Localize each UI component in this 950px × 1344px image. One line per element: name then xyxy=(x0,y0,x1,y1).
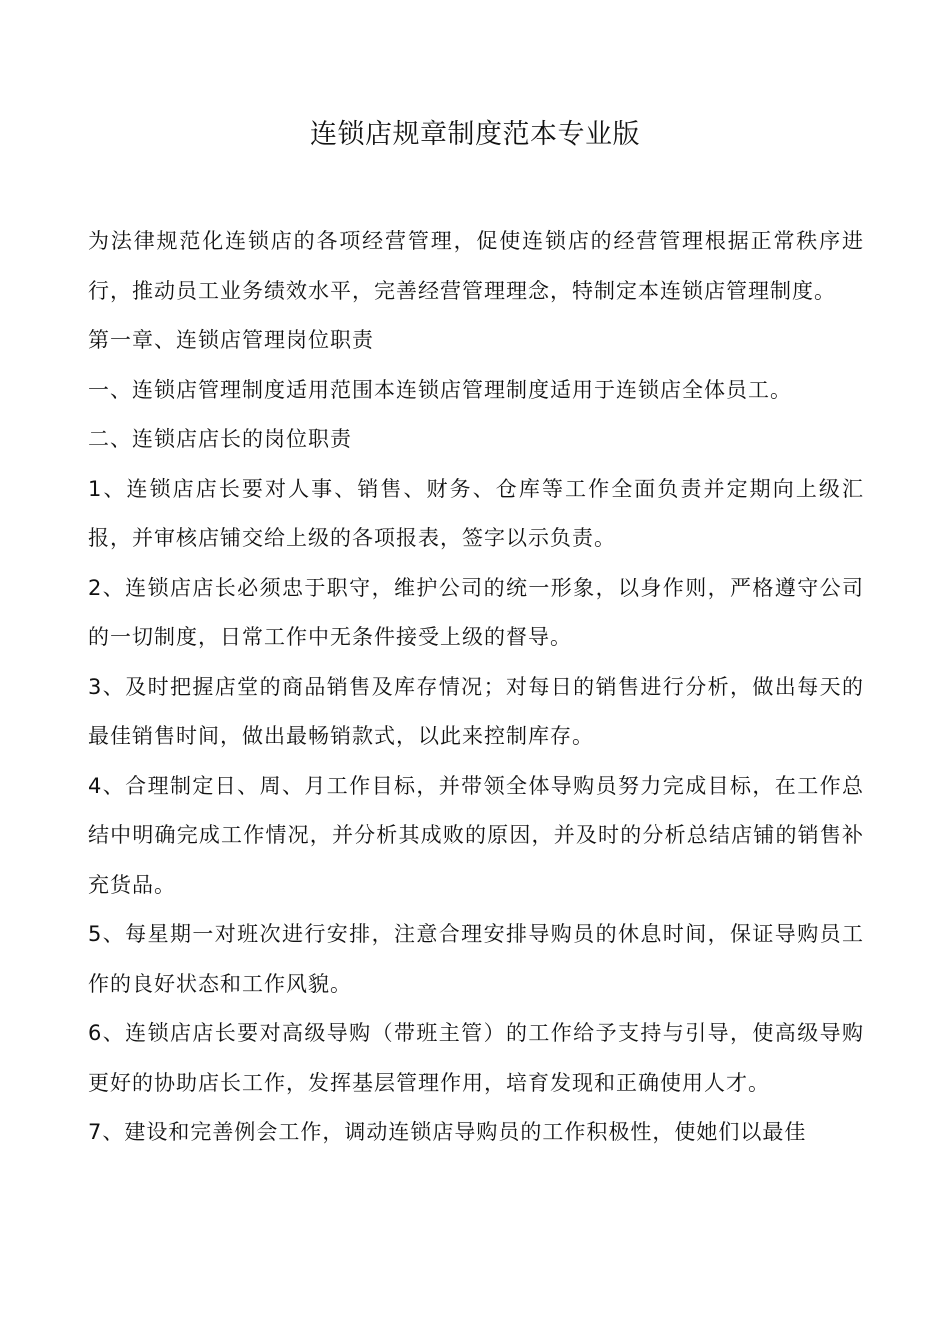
duty-item-4: 4、合理制定日、周、月工作目标，并带领全体导购员努力完成目标，在工作总结中明确完成工作情况，并分析其成败的原因，并及时的分析总结店铺的销售补充货品。 xyxy=(88,773,864,897)
duty-item-2: 2、连锁店店长必须忠于职守，维护公司的统一形象，以身作则，严格遵守公司的一切制度，日常工作中无条件接受上级的督导。 xyxy=(88,575,864,649)
duty-item-1: 1、连锁店店长要对人事、销售、财务、仓库等工作全面负责并定期向上级汇报，并审核店铺交给上级的各项报表，签字以示负责。 xyxy=(88,476,864,550)
document-body xyxy=(88,217,864,1158)
duty-item-7: 7、建设和完善例会工作，调动连锁店导购员的工作积极性，使她们以最佳 xyxy=(88,1120,807,1144)
duty-item-6: 6、连锁店店长要对高级导购（带班主管）的工作给予支持与引导，使高级导购更好的协助店长工作，发挥基层管理作用，培育发现和正确使用人才。 xyxy=(88,1021,864,1095)
section-scope: 一、连锁店管理制度适用范围本连锁店管理制度适用于连锁店全体员工。 xyxy=(88,377,792,402)
duty-item-5: 5、每星期一对班次进行安排，注意合理安排导购员的休息时间，保证导购员工作的良好状态和工作风貌。 xyxy=(88,922,864,996)
chapter-heading: 第一章、连锁店管理岗位职责 xyxy=(88,328,374,352)
duty-item-3: 3、及时把握店堂的商品销售及库存情况；对每日的销售进行分析，做出每天的最佳销售时间，做出最畅销款式，以此来控制库存。 xyxy=(88,674,864,748)
paragraph-intro: 为法律规范化连锁店的各项经营管理，促使连锁店的经营管理根据正常秩序进行，推动员工业务绩效水平，完善经营管理理念，特制定本连锁店管理制度。 xyxy=(88,229,864,303)
document-title: 连锁店规章制度范本专业版 xyxy=(310,119,640,150)
section-heading-manager-duties: 二、连锁店店长的岗位职责 xyxy=(88,427,352,451)
